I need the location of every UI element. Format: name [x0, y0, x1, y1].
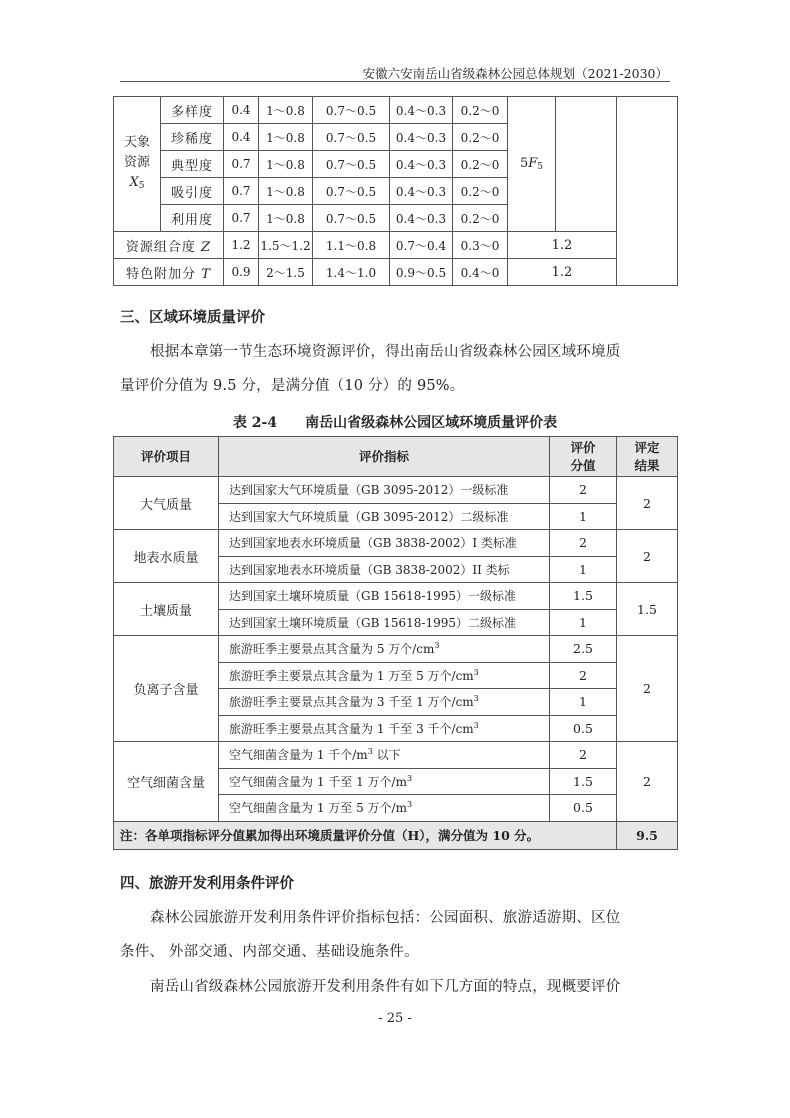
indicator-cell: 珍稀度: [161, 124, 224, 151]
indicator-text: 空气细菌含量为 1 千至 1 万个/m: [229, 774, 407, 789]
range-cell: 1.5～1.2: [259, 232, 313, 259]
range-cell: 0.7～0.4: [390, 232, 453, 259]
table-row: [114, 530, 678, 557]
table-row: [114, 477, 678, 504]
result-cell: 2: [617, 477, 678, 530]
range-cell: 1～0.8: [259, 205, 313, 232]
indicator-cell: 达到国家地表水环境质量（GB 3838-2002）II 类标: [219, 556, 550, 583]
table-header-row: [114, 437, 678, 477]
weight-cell: 0.9: [224, 259, 259, 286]
formula-sub: 5: [537, 162, 544, 172]
range-cell: 0.7～0.5: [313, 178, 390, 205]
t-label: 特色附加分: [126, 266, 197, 282]
range-cell: 0.4～0.3: [390, 124, 453, 151]
range-cell: 0.3～0: [453, 232, 508, 259]
formula-cell: [508, 97, 556, 232]
table-row: [114, 636, 678, 663]
range-cell: 1～0.8: [259, 178, 313, 205]
category-cell: [114, 97, 161, 232]
paragraph-line: 南岳山省级森林公园旅游开发利用条件有如下几方面的特点，现概要评价: [150, 979, 621, 995]
score-cell: 2: [550, 662, 617, 689]
document-header-title: 安徽六安南岳山省级森林公园总体规划（2021-2030）: [362, 66, 668, 81]
resource-evaluation-table: [113, 96, 678, 286]
formula-coef: 5: [519, 156, 529, 171]
table-caption: 表 2-4 南岳山省级森林公园区域环境质量评价表: [232, 415, 558, 431]
empty-cell: [556, 97, 617, 232]
item-cell: 土壤质量: [114, 583, 219, 636]
range-cell: 0.7～0.5: [313, 151, 390, 178]
result-cell: 2: [617, 530, 678, 583]
result-cell: 1.5: [617, 583, 678, 636]
table-row: [114, 97, 678, 124]
indicator-cell: [219, 768, 550, 795]
combination-label-cell: [114, 232, 224, 259]
score-cell: 2: [550, 742, 617, 769]
indicator-cell: 吸引度: [161, 178, 224, 205]
item-cell: 地表水质量: [114, 530, 219, 583]
score-cell: 1: [550, 556, 617, 583]
indicator-cell: 达到国家大气环境质量（GB 3095-2012）二级标准: [219, 503, 550, 530]
value-cell: 1.2: [508, 259, 617, 286]
page-number: - 25 -: [378, 1011, 412, 1026]
indicator-cell: [219, 689, 550, 716]
indicator-cell: [219, 662, 550, 689]
indicator-text: 旅游旺季主要景点其含量为 3 千至 1 万个/cm: [229, 695, 474, 710]
header-indicator: 评价指标: [219, 437, 550, 477]
header-result-line1: 评定: [634, 439, 660, 455]
indicator-text: 空气细菌含量为 1 千个/m: [229, 748, 368, 763]
bonus-label-cell: [114, 259, 224, 286]
weight-cell: 1.2: [224, 232, 259, 259]
weight-cell: 0.4: [224, 124, 259, 151]
indicator-cell: [219, 742, 550, 769]
note-row: [114, 821, 678, 849]
header-result: [617, 437, 678, 477]
note-text: 注：各单项指标评分值累加得出环境质量评价分值（H），满分值为 10 分。: [114, 821, 617, 849]
indicator-sup: 3: [473, 720, 479, 730]
score-cell: 2.5: [550, 636, 617, 663]
score-cell: 0.5: [550, 715, 617, 742]
indicator-sup: 3: [406, 800, 413, 810]
indicator-cell: 典型度: [161, 151, 224, 178]
indicator-text: 空气细菌含量为 1 万至 5 万个/m: [229, 801, 407, 816]
score-cell: 2: [550, 530, 617, 557]
indicator-sup: 3: [473, 694, 479, 704]
category-symbol-sub: 5: [138, 180, 145, 191]
range-cell: 0.2～0: [453, 97, 508, 124]
indicator-cell: [219, 636, 550, 663]
indicator-cell: 达到国家地表水环境质量（GB 3838-2002）I 类标准: [219, 530, 550, 557]
indicator-cell: 多样度: [161, 97, 224, 124]
indicator-sup: 3: [406, 773, 413, 783]
indicator-sup: 3: [473, 667, 479, 677]
empty-cell: [617, 97, 678, 286]
indicator-cell: 达到国家土壤环境质量（GB 15618-1995）一级标准: [219, 583, 550, 610]
section-heading: 四、旅游开发利用条件评价: [120, 875, 294, 892]
range-cell: 1～0.8: [259, 97, 313, 124]
header-rule: [120, 81, 670, 82]
indicator-text: 旅游旺季主要景点其含量为 5 万个/cm: [229, 642, 435, 657]
indicator-sup: 3: [367, 747, 373, 757]
range-cell: 0.4～0.3: [390, 178, 453, 205]
score-cell: 1.5: [550, 768, 617, 795]
indicator-cell: 达到国家土壤环境质量（GB 15618-1995）二级标准: [219, 609, 550, 636]
item-cell: 空气细菌含量: [114, 742, 219, 822]
t-symbol: T: [201, 266, 211, 282]
range-cell: 0.2～0: [453, 151, 508, 178]
score-cell: 1.5: [550, 583, 617, 610]
range-cell: 0.4～0.3: [390, 97, 453, 124]
paragraph-line: 条件、 外部交通、内部交通、基础设施条件。: [120, 944, 419, 960]
environment-quality-table: [113, 436, 678, 850]
range-cell: 0.2～0: [453, 124, 508, 151]
range-cell: 1～0.8: [259, 124, 313, 151]
table-row: [114, 742, 678, 769]
item-cell: 大气质量: [114, 477, 219, 530]
range-cell: 0.9～0.5: [390, 259, 453, 286]
paragraph-line: 根据本章第一节生态环境资源评价，得出南岳山省级森林公园区域环境质: [150, 344, 621, 360]
indicator-cell: [219, 795, 550, 822]
range-cell: 1.4～1.0: [313, 259, 390, 286]
indicator-cell: 达到国家大气环境质量（GB 3095-2012）一级标准: [219, 477, 550, 504]
range-cell: 1.1～0.8: [313, 232, 390, 259]
indicator-text: 旅游旺季主要景点其含量为 1 千至 3 千个/cm: [229, 721, 474, 736]
weight-cell: 0.4: [224, 97, 259, 124]
indicator-cell: [219, 715, 550, 742]
range-cell: 1～0.8: [259, 151, 313, 178]
table-row: [114, 232, 678, 259]
table-row: [114, 583, 678, 610]
weight-cell: 0.7: [224, 178, 259, 205]
score-cell: 0.5: [550, 795, 617, 822]
indicator-cell: 利用度: [161, 205, 224, 232]
header-score: [550, 437, 617, 477]
z-symbol: Z: [201, 239, 212, 255]
item-cell: 负离子含量: [114, 636, 219, 742]
indicator-sup: 3: [434, 641, 440, 651]
result-cell: 2: [617, 742, 678, 822]
category-symbol: X: [129, 174, 139, 190]
score-cell: 1: [550, 689, 617, 716]
paragraph-line: 量评价分值为 9.5 分，是满分值（10 分）的 95%。: [120, 378, 465, 394]
range-cell: 0.4～0: [453, 259, 508, 286]
range-cell: 0.7～0.5: [313, 205, 390, 232]
result-cell: 2: [617, 636, 678, 742]
range-cell: 2～1.5: [259, 259, 313, 286]
formula-symbol: F: [528, 156, 538, 171]
indicator-text: 旅游旺季主要景点其含量为 1 万至 5 万个/cm: [229, 668, 474, 683]
section-heading: 三、区域环境质量评价: [120, 309, 265, 326]
score-cell: 1: [550, 503, 617, 530]
range-cell: 0.4～0.3: [390, 205, 453, 232]
header-item: 评价项目: [114, 437, 219, 477]
category-line1: 天象: [123, 134, 150, 150]
weight-cell: 0.7: [224, 205, 259, 232]
table-row: [114, 259, 678, 286]
header-result-line2: 结果: [634, 457, 660, 473]
range-cell: 0.7～0.5: [313, 97, 390, 124]
range-cell: 0.2～0: [453, 205, 508, 232]
z-label: 资源组合度: [125, 239, 196, 255]
score-cell: 1: [550, 609, 617, 636]
range-cell: 0.4～0.3: [390, 151, 453, 178]
category-line2: 资源: [123, 154, 150, 170]
paragraph-line: 森林公园旅游开发利用条件评价指标包括：公园面积、旅游适游期、区位: [150, 910, 621, 926]
value-cell: 1.2: [508, 232, 617, 259]
total-score: 9.5: [617, 821, 678, 849]
score-cell: 2: [550, 477, 617, 504]
range-cell: 0.7～0.5: [313, 124, 390, 151]
range-cell: 0.2～0: [453, 178, 508, 205]
header-score-line1: 评价: [570, 439, 596, 455]
header-score-line2: 分值: [570, 457, 596, 473]
weight-cell: 0.7: [224, 151, 259, 178]
indicator-suffix: 以下: [372, 748, 401, 763]
